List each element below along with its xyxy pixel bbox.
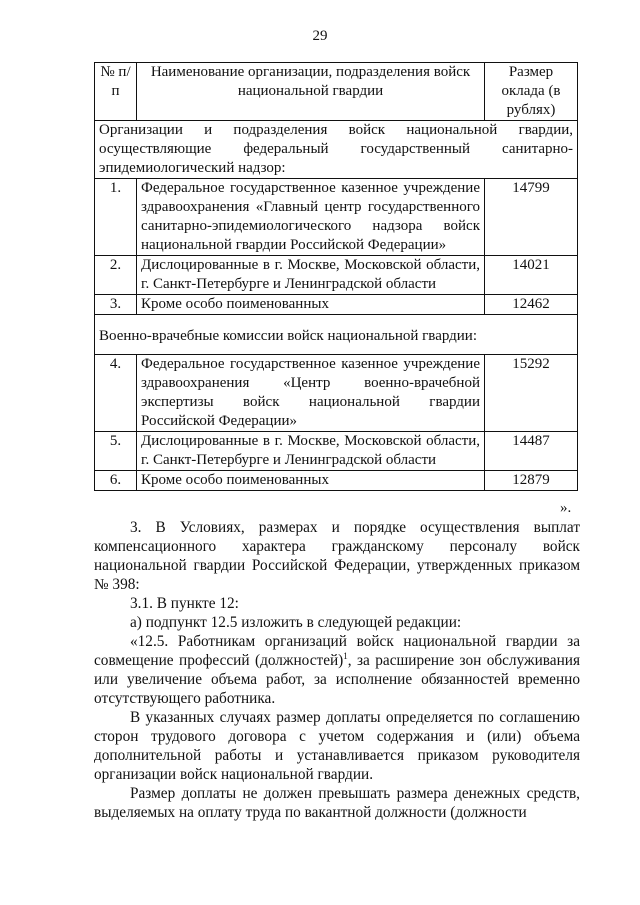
table-row: [95, 432, 578, 471]
table-row: [95, 256, 578, 295]
row-number: 3.: [95, 295, 137, 315]
section-row: [95, 315, 578, 355]
paragraph-12-5: [94, 632, 580, 708]
row-name: Федеральное государственное казенное учреждение здравоохранения «Центр военно-врачебной экспертизы войск национальной гвардии Российской Федерации»: [137, 355, 485, 432]
row-name: Кроме особо поименованных: [137, 471, 485, 491]
row-salary: 15292: [485, 355, 578, 432]
header-salary: Размер оклада (в рублях): [485, 63, 578, 121]
row-salary: 12879: [485, 471, 578, 491]
paragraph-surcharge-limit: Размер доплаты не должен превышать размера денежных средств, выделяемых на оплату труда по вакантной должности (должности: [94, 785, 580, 821]
row-number: 2.: [95, 256, 137, 295]
row-salary: 14487: [485, 432, 578, 471]
row-salary: 14799: [485, 179, 578, 256]
paragraph-3: 3. В Условиях, размерах и порядке осуществления выплат компенсационного характера гражданскому персоналу войск национальной гвардии Российской Федерации, утвержденных приказом № 398:: [94, 519, 580, 593]
row-name: Дислоцированные в г. Москве, Московской области, г. Санкт-Петербурге и Ленинградской области: [137, 432, 485, 471]
header-number: № п/п: [95, 63, 137, 121]
table-row: [95, 355, 578, 432]
paragraph-12-5-text-rest: , за расширение зон обслуживания или увеличение объема работ, за исполнение обязанностей временно отсутствующего работника.: [94, 652, 580, 707]
salary-table: [94, 62, 578, 491]
row-salary: 14021: [485, 256, 578, 295]
table-row: [95, 471, 578, 491]
row-salary: 12462: [485, 295, 578, 315]
section-title-sanitary: Организации и подразделения войск национальной гвардии, осуществляющие федеральный государственный санитарно-эпидемиологический надзор:: [95, 121, 578, 179]
paragraph-12-5-text: «12.5. Работникам организаций войск национальной гвардии за совмещение профессий (должностей): [94, 633, 580, 669]
row-name: Кроме особо поименованных: [137, 295, 485, 315]
table-row: [95, 295, 578, 315]
row-number: 6.: [95, 471, 137, 491]
paragraph-surcharge-agreement: В указанных случаях размер доплаты определяется по соглашению сторон трудового договора с учетом содержания и (или) объема дополнительной работы и устанавливается приказом руководителя организации войск национальной гвардии.: [94, 709, 580, 783]
section-row: [95, 121, 578, 179]
footnote-mark: 1: [343, 650, 348, 661]
row-number: 5.: [95, 432, 137, 471]
row-name: Дислоцированные в г. Москве, Московской области, г. Санкт-Петербурге и Ленинградской области: [137, 256, 485, 295]
table-header-row: [95, 63, 578, 121]
body-text: [94, 518, 580, 822]
section-title-medical-commissions: Военно-врачебные комиссии войск национальной гвардии:: [95, 315, 578, 355]
header-organization-name: Наименование организации, подразделения войск национальной гвардии: [137, 63, 485, 121]
row-number: 4.: [95, 355, 137, 432]
paragraph-3-1: 3.1. В пункте 12:: [130, 595, 239, 612]
closing-quote: ».: [560, 500, 572, 516]
table-row: [95, 179, 578, 256]
page-number: 29: [312, 28, 328, 44]
paragraph-subpoint-a: а) подпункт 12.5 изложить в следующей редакции:: [130, 614, 462, 631]
row-number: 1.: [95, 179, 137, 256]
row-name: Федеральное государственное казенное учреждение здравоохранения «Главный центр государственного санитарно-эпидемиологического надзора войск национальной гвардии Российской Федерации»: [137, 179, 485, 256]
